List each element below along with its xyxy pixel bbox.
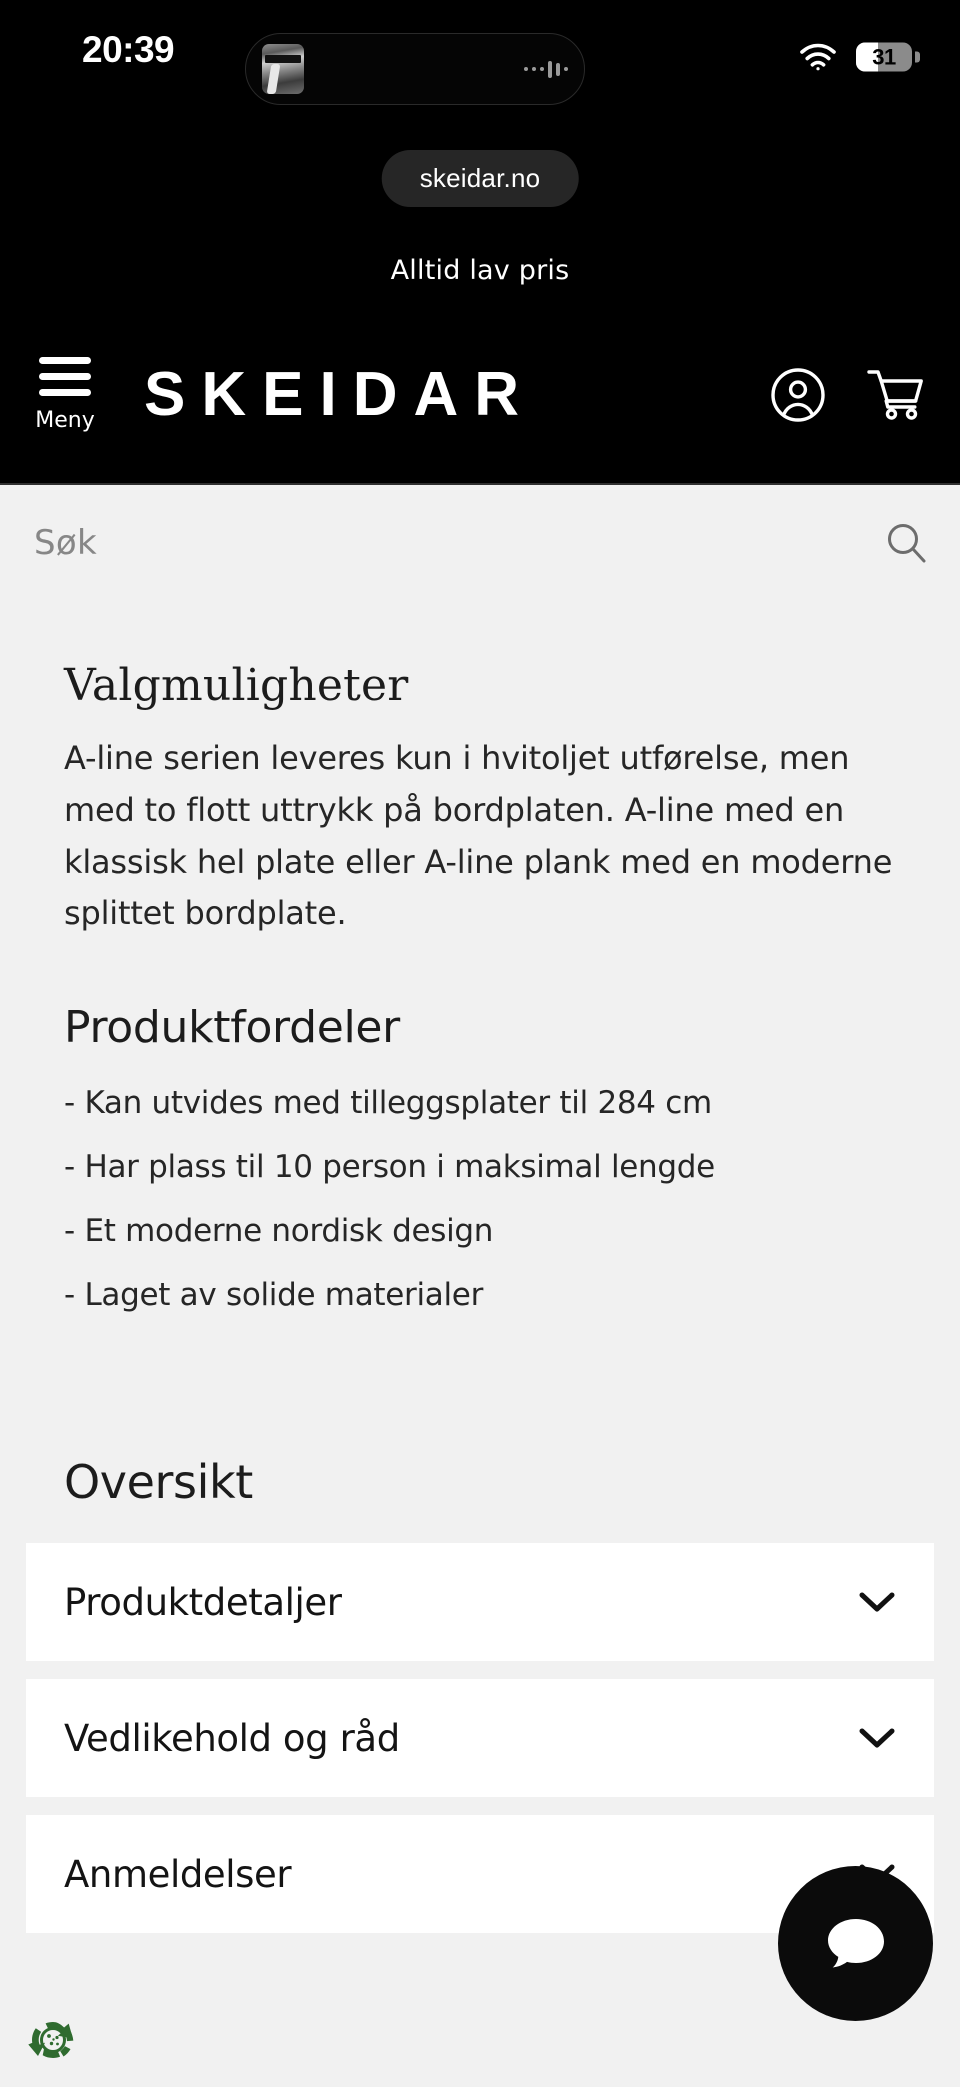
- search-input[interactable]: [34, 523, 882, 563]
- search-bar[interactable]: [0, 484, 960, 602]
- header-divider: [0, 483, 960, 485]
- cookie-consent-button[interactable]: [14, 2001, 92, 2079]
- site-header: [0, 330, 960, 460]
- battery-level: 31: [872, 44, 896, 69]
- list-item: - Har plass til 10 person i maksimal lengde: [64, 1149, 715, 1186]
- account-icon[interactable]: [770, 367, 826, 423]
- options-heading: Valgmuligheter: [64, 660, 409, 711]
- brand-logo[interactable]: SKEIDAR: [144, 360, 536, 429]
- options-section: [0, 602, 960, 940]
- browser-url-pill[interactable]: skeidar.no: [382, 150, 579, 207]
- site-tagline: Alltid lav pris: [390, 255, 570, 286]
- benefits-section: [0, 940, 960, 1327]
- benefits-heading: Produktfordeler: [64, 1002, 400, 1054]
- benefits-list: [64, 1071, 896, 1327]
- chat-bubble-icon: [825, 1915, 887, 1973]
- cart-icon[interactable]: [866, 367, 926, 423]
- overview-section: [0, 1455, 960, 1933]
- accordion-item-vedlikehold-og-rad[interactable]: [26, 1679, 934, 1797]
- accordion-label: Anmeldelser: [64, 1852, 292, 1896]
- overview-heading: Oversikt: [64, 1455, 253, 1510]
- main-content: [0, 602, 960, 1933]
- list-item: - Kan utvides med tilleggsplater til 284 cm: [64, 1085, 712, 1122]
- status-bar: [0, 0, 960, 115]
- search-button[interactable]: [882, 519, 930, 567]
- hamburger-icon: [39, 357, 91, 396]
- accordion-item-produktdetaljer[interactable]: [26, 1543, 934, 1661]
- options-body: A-line serien leveres kun i hvitoljet utførelse, men med to flott uttrykk på bordplaten. A-line med en klassisk hel plate eller A-line plank med en moderne splittet bordplate.: [64, 739, 893, 933]
- dynamic-island[interactable]: [245, 33, 585, 105]
- chevron-down-icon[interactable]: [858, 1726, 896, 1750]
- menu-button[interactable]: [28, 357, 102, 433]
- status-time: 20:39: [82, 29, 175, 70]
- overview-accordion: [0, 1543, 960, 1933]
- chevron-down-icon[interactable]: [858, 1590, 896, 1614]
- chat-button[interactable]: [778, 1866, 933, 2021]
- phone-status-area: [0, 0, 960, 484]
- cookie-consent-icon: [14, 2001, 92, 2079]
- accordion-label: Produktdetaljer: [64, 1580, 342, 1624]
- battery-cap: [915, 52, 920, 63]
- battery-icon: [856, 43, 920, 72]
- status-indicators: [800, 43, 920, 72]
- header-actions: [770, 367, 932, 423]
- wifi-icon: [800, 44, 836, 71]
- menu-button-label: Meny: [35, 408, 95, 433]
- audio-waveform-icon: [524, 61, 568, 78]
- media-album-art[interactable]: [262, 44, 304, 94]
- list-item: - Laget av solide materialer: [64, 1277, 484, 1314]
- list-item: - Et moderne nordisk design: [64, 1213, 494, 1250]
- accordion-label: Vedlikehold og råd: [64, 1716, 400, 1760]
- search-icon: [882, 519, 930, 567]
